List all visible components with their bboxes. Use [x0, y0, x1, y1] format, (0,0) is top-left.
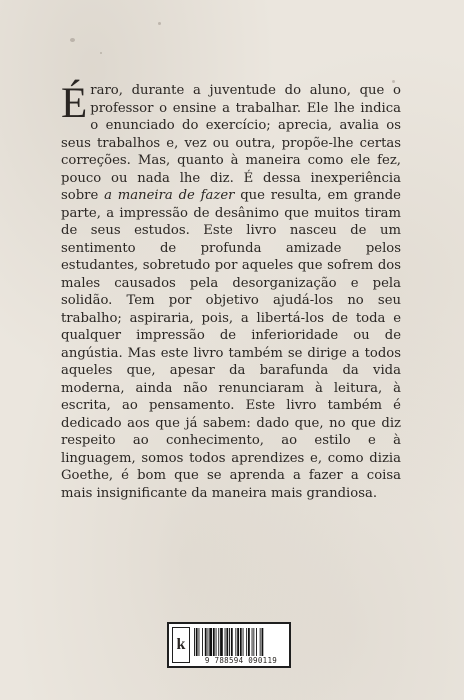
isbn-barcode [167, 622, 291, 668]
blurb-italic-phrase: a maneira de fazer [104, 188, 235, 203]
publisher-logo-glyph: k [176, 636, 186, 653]
stain-spot [158, 22, 161, 25]
stain-spot [100, 52, 102, 54]
back-cover-blurb [61, 82, 401, 502]
publisher-logo-icon [172, 627, 190, 663]
stain-spot [70, 38, 75, 42]
blurb-text-end: que resulta, em grande parte, a impressão de desânimo que muitos tiram de seus estudos. Este livro nasceu de um sentimento de profunda amizade pelos estudantes, sobretudo por aqueles que sofrem dos males causados pela desorganização e pela solidão. Tem por objetivo ajudá-los no seu trabalho; aspiraria, pois, a libertá-los de toda e qualquer impressão de inferioridade ou de angústia. Mas este livro também se dirige a todos aqueles que, apesar da barafunda da vida moderna, ainda não renunciaram à leitura, à escrita, ao pensamento. Este livro também é dedicado aos que já sabem: dado que, no que diz respeito ao conhecimento, ao estilo e à linguagem, somos todos aprendizes e, como dizia Goethe, é bom que se aprenda a fazer a coisa mais insignificante da maneira mais grandiosa. [61, 188, 401, 501]
blurb-paragraph [61, 82, 401, 502]
blurb-text-start: raro, durante a juventude do aluno, que o professor o ensine a trabalhar. Ele lhe indica o enunciado do exercício; aprecia, avalia os seus trabalhos e, vez ou outra, propõe-lhe certas correções. Mas, quanto à maneira como ele fez, pouco ou nada lhe diz. É dessa inexperiência sobre [61, 83, 401, 203]
barcode-bars [194, 628, 288, 656]
isbn-number: 9 788594 090119 [204, 656, 278, 665]
drop-cap: É [61, 80, 88, 127]
